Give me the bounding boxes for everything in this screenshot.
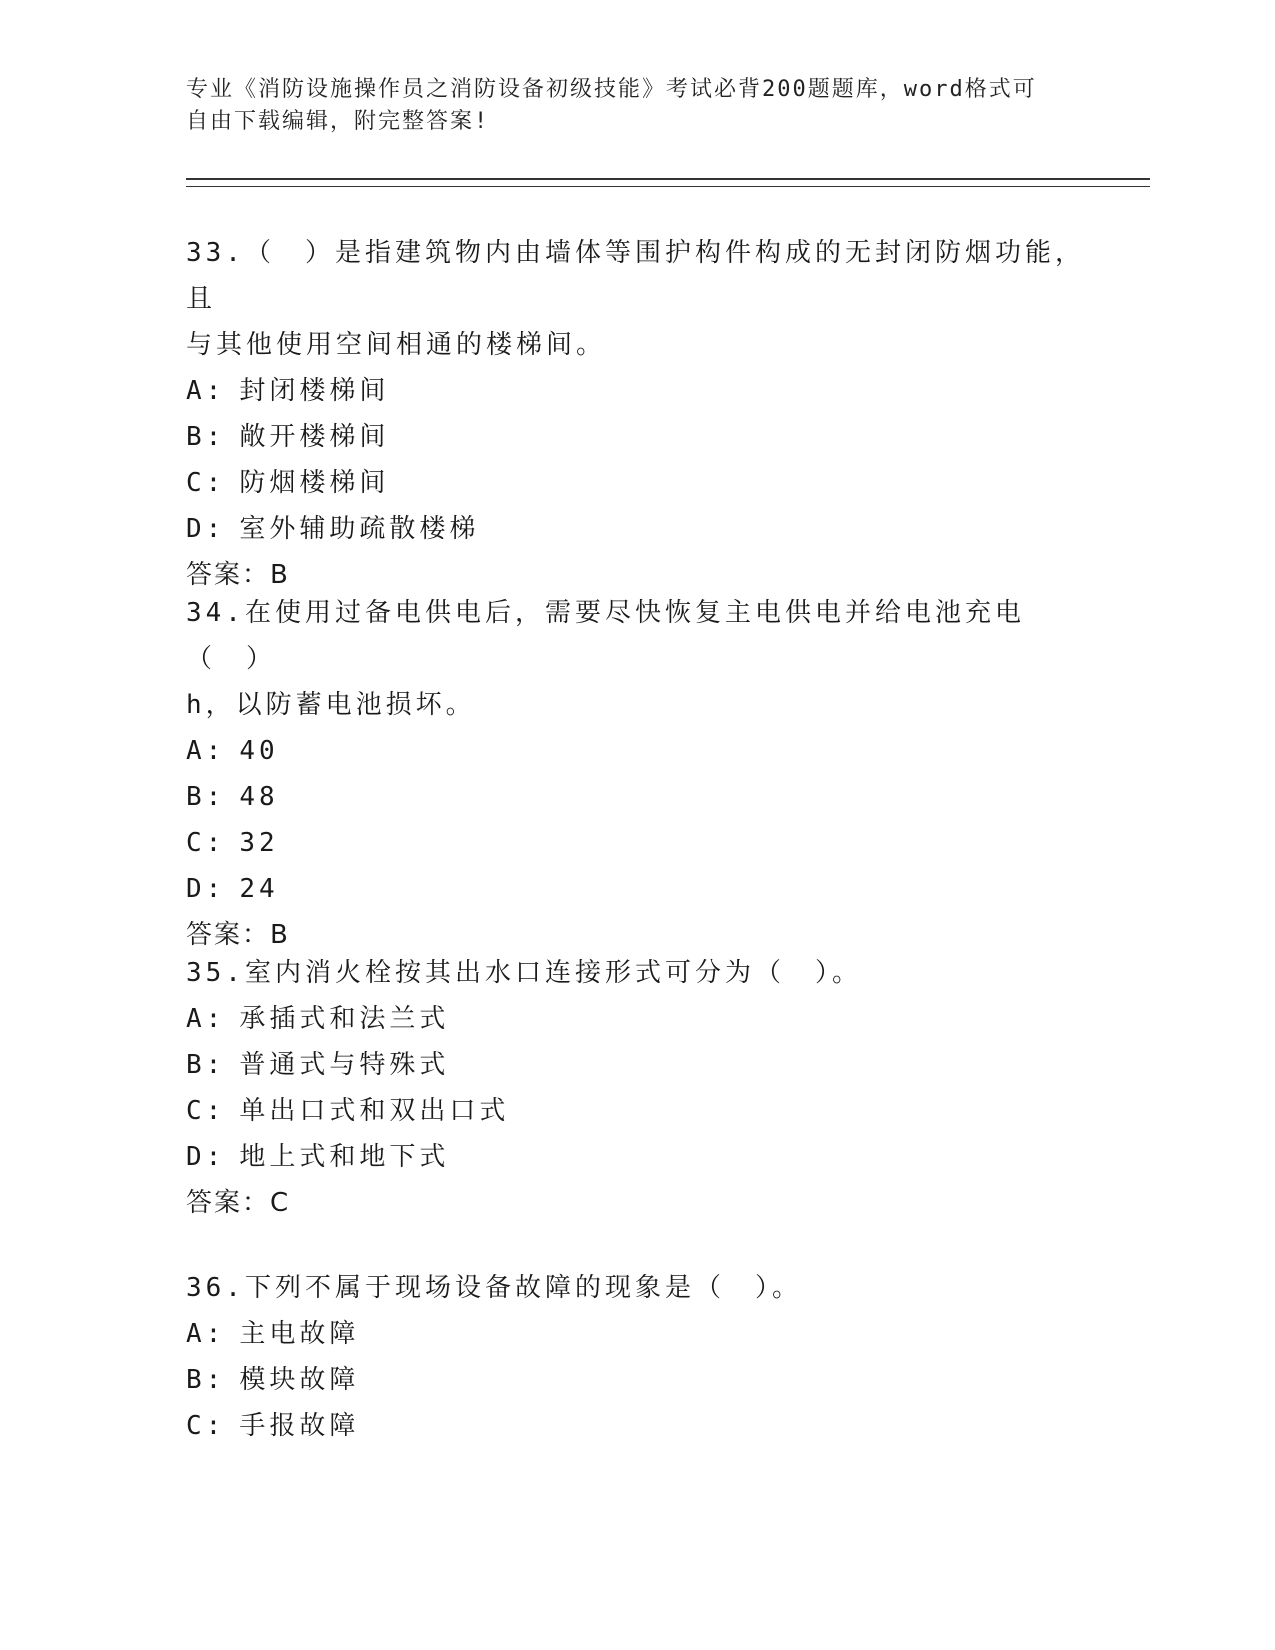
header-line-1: 专业《消防设施操作员之消防设备初级技能》考试必背200题题库，word格式可 [186, 77, 1037, 102]
option-text: 32 [239, 828, 279, 858]
option-key: B: [186, 782, 226, 812]
option-key: B: [186, 1365, 226, 1395]
option-key: A: [186, 1004, 226, 1034]
option-a [186, 1311, 1086, 1357]
option-a [186, 996, 1086, 1042]
option-text: 地上式和地下式 [239, 1142, 450, 1172]
option-text: 单出口式和双出口式 [239, 1096, 510, 1126]
option-key: D: [186, 514, 226, 544]
header-divider [186, 178, 1150, 187]
option-text: 室外辅助疏散楼梯 [239, 514, 480, 544]
question-35 [186, 950, 1086, 1226]
option-key: B: [186, 422, 226, 452]
answer-line: 答案：B [186, 560, 290, 590]
option-key: A: [186, 376, 226, 406]
option-key: A: [186, 1319, 226, 1349]
option-key: C: [186, 1411, 226, 1441]
question-stem-line: 33.（ ）是指建筑物内由墙体等围护构件构成的无封闭防烟功能，且 [186, 238, 1085, 314]
question-34 [186, 590, 1086, 958]
option-c [186, 460, 1086, 506]
question-stem-line: 34.在使用过备电供电后，需要尽快恢复主电供电并给电池充电（ ） [186, 598, 1025, 674]
option-text: 48 [239, 782, 279, 812]
option-key: B: [186, 1050, 226, 1080]
option-a [186, 728, 1086, 774]
option-c [186, 1403, 1086, 1449]
option-text: 模块故障 [239, 1365, 360, 1395]
option-d [186, 506, 1086, 552]
answer-line: 答案：C [186, 1188, 291, 1218]
option-key: C: [186, 468, 226, 498]
option-text: 手报故障 [239, 1411, 360, 1441]
option-key: A: [186, 736, 226, 766]
option-b [186, 774, 1086, 820]
option-b [186, 414, 1086, 460]
header-line-2: 自由下载编辑，附完整答案! [186, 109, 490, 134]
option-text: 24 [239, 874, 279, 904]
option-text: 防烟楼梯间 [239, 468, 390, 498]
option-text: 40 [239, 736, 279, 766]
question-stem-line: 与其他使用空间相通的楼梯间。 [186, 330, 607, 360]
option-d [186, 866, 1086, 912]
option-b [186, 1357, 1086, 1403]
option-text: 敞开楼梯间 [239, 422, 390, 452]
question-stem-line: 36.下列不属于现场设备故障的现象是（ ）。 [186, 1273, 802, 1303]
question-33 [186, 230, 1086, 598]
option-text: 封闭楼梯间 [239, 376, 390, 406]
option-key: C: [186, 828, 226, 858]
question-36 [186, 1265, 1086, 1449]
option-c [186, 1088, 1086, 1134]
option-c [186, 820, 1086, 866]
option-key: D: [186, 1142, 226, 1172]
option-a [186, 368, 1086, 414]
question-stem-line: h，以防蓄电池损坏。 [186, 690, 476, 720]
option-text: 承插式和法兰式 [239, 1004, 450, 1034]
option-key: C: [186, 1096, 226, 1126]
option-b [186, 1042, 1086, 1088]
document-header [186, 74, 1066, 138]
option-text: 普通式与特殊式 [239, 1050, 450, 1080]
option-d [186, 1134, 1086, 1180]
answer-line: 答案：B [186, 920, 290, 950]
question-stem-line: 35.室内消火栓按其出水口连接形式可分为（ ）。 [186, 958, 862, 988]
option-key: D: [186, 874, 226, 904]
option-text: 主电故障 [239, 1319, 360, 1349]
